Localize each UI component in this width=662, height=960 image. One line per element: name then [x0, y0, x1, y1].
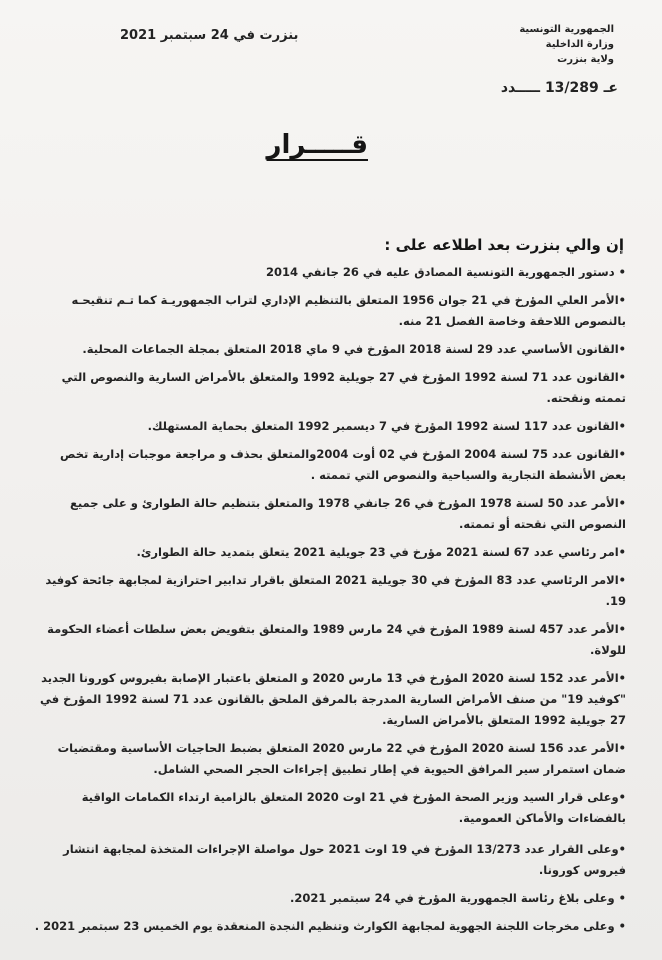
paragraph: •الأمر عدد 152 لسنة 2020 المؤرخ في 13 مارس 2020 و المتعلق باعتبار الإصابة بفيروس كورونا الجديد "كوفيد 19" من صنف الأمراض السارية المدرجة بالمرفق الملحق بالقانون عدد 71 لسنة 1992 المؤرخ في 27 جويلية 1992 المتعلق بالأمراض السارية.	[40, 671, 626, 727]
paragraph: •وعلى قرار السيد وزير الصحة المؤرخ في 21 اوت 2020 المتعلق بالزامية ارتداء الكمامات الواقية بالفضاءات والأماكن العمومية.	[81, 790, 626, 825]
paragraph: •الامر الرئاسي عدد 83 المؤرخ في 30 جويلية 2021 المتعلق باقرار تدابير احترازية لمجابهة جائحة كوفيد 19.	[45, 573, 626, 608]
paragraph: •القانون الأساسي عدد 29 لسنة 2018 المؤرخ في 9 ماي 2018 المتعلق بمجلة الجماعات المحلية.	[82, 342, 626, 356]
paragraph: •امر رئاسي عدد 67 لسنة 2021 مؤرخ في 23 جويلية 2021 يتعلق بتمديد حالة الطوارئ.	[136, 545, 626, 559]
issuing-authority	[494, 22, 614, 67]
paragraph: •القانون عدد 117 لسنة 1992 المؤرخ في 7 ديسمبر 1992 المتعلق بحماية المستهلك.	[147, 419, 626, 433]
authority-line-governorate: ولاية بنزرت	[557, 54, 614, 65]
paragraph: •الأمر العلي المؤرخ في 21 جوان 1956 المتعلق بالتنظيم الإداري لتراب الجمهوريـة كما تـم تنقيحـه بالنصوص اللاحقة وخاصة الفصل 21 منه.	[71, 293, 626, 328]
paragraph: •القانون عدد 71 لسنة 1992 المؤرخ في 27 جويلية 1992 والمتعلق بالأمراض السارية والنصوص التي تممته ونقحته.	[61, 370, 626, 405]
paragraph: • دستور الجمهورية التونسية المصادق عليه في 26 جانفي 2014	[266, 265, 626, 279]
paragraph: •الأمر عدد 156 لسنة 2020 المؤرخ في 22 مارس 2020 المتعلق بضبط الحاجيات الأساسية ومقتضيات ضمان استمرار سير المرافق الحيوية في إطار تطبيق إجراءات الحجر الصحي الشامل.	[57, 741, 626, 776]
authority-line-country: الجمهورية التونسية	[519, 24, 614, 35]
paragraph: • وعلى مخرجات اللجنة الجهوية لمجابهة الكوارث وتنظيم النجدة المنعقدة يوم الخميس 23 سبتمبر 2021 .	[34, 919, 626, 933]
document-title: قـــــرار	[266, 130, 368, 160]
authority-line-ministry: وزارة الداخلية	[545, 39, 614, 50]
paragraph: •وعلى القرار عدد 13/273 المؤرخ في 19 اوت 2021 حول مواصلة الإجراءات المتخذة لمجابهة انتشار فيروس كورونا.	[63, 842, 626, 877]
reference-number: عـ 13/289 ـــــدد	[500, 80, 618, 96]
document-body	[30, 262, 626, 944]
paragraph: •الأمر عدد 50 لسنة 1978 المؤرخ في 26 جانفي 1978 والمتعلق بتنظيم حالة الطوارئ و على جميع النصوص التي نقحته أو تممته.	[70, 496, 626, 531]
paragraph: • وعلى بلاغ رئاسة الجمهورية المؤرخ في 24 سبتمبر 2021.	[289, 891, 626, 905]
intro-line: إن والي بنزرت بعد اطلاعه على :	[384, 236, 624, 254]
paragraph: •القانون عدد 75 لسنة 2004 المؤرخ في 02 أوت 2004والمتعلق بحذف و مراجعة موجبات إدارية تخص بعض الأنشطة التجارية والسياحية والنصوص التي تممته .	[60, 447, 626, 482]
place-date: بنزرت في 24 سبتمبر 2021	[120, 28, 299, 43]
paragraph: •الأمر عدد 457 لسنة 1989 المؤرخ في 24 مارس 1989 والمتعلق بتفويض بعض سلطات أعضاء الحكومة للولاة.	[47, 622, 626, 657]
